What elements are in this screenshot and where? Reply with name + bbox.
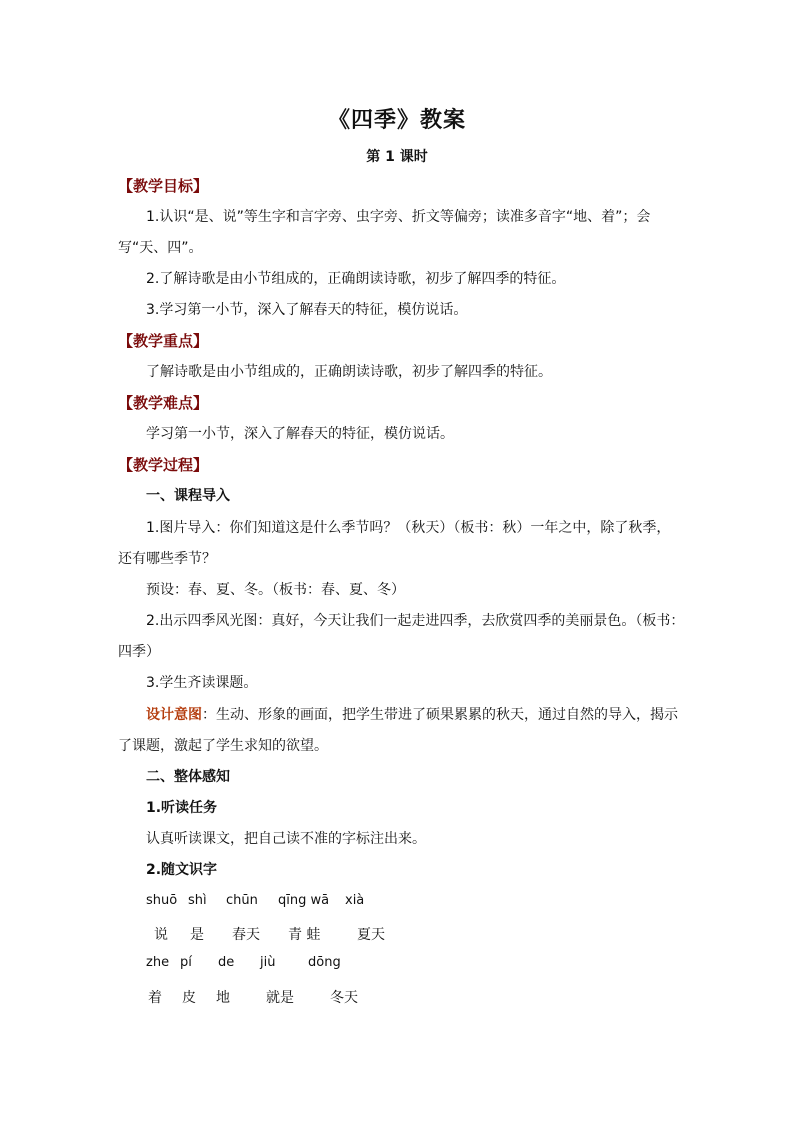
pinyin-zhe: zhe — [146, 955, 170, 970]
part2-sub2-title: 2.随文识字 — [146, 862, 218, 878]
goals-heading: 【教学目标】 — [118, 177, 209, 195]
pinyin-chun: chūn — [226, 893, 258, 908]
hanzi-di: 地 — [216, 990, 230, 1006]
hanzi-jiushi: 就是 — [266, 990, 294, 1006]
hanzi-chuntian: 春天 — [232, 927, 260, 943]
pinyin-de: de — [218, 955, 235, 970]
hanzi-qingwa: 青 蛙 — [288, 927, 321, 943]
part1-line3a: 2.出示四季风光图：真好，今天让我们一起走进四季，去欣赏四季的美丽景色。（板书： — [146, 613, 685, 629]
hanzi-zhe: 着 — [148, 990, 162, 1006]
goal-item-2: 2.了解诗歌是由小节组成的，正确朗读诗歌，初步了解四季的特征。 — [146, 271, 566, 287]
design-intent-label: 设计意图 — [146, 707, 202, 723]
design-intent-text-a: ：生动、形象的画面，把学生带进了硕果累累的秋天，通过自然的导入，揭示 — [202, 707, 678, 723]
difficulty-heading: 【教学难点】 — [118, 394, 209, 412]
hanzi-shuo: 说 — [154, 927, 168, 943]
part1-line1b: 还有哪些季节？ — [118, 551, 216, 567]
goal-item-1b: 写“天、四”。 — [118, 240, 203, 256]
pinyin-dong: dōng — [308, 955, 341, 970]
part2-title: 二、整体感知 — [146, 769, 230, 785]
pinyin-qingwa: qīng wā — [278, 893, 330, 908]
part1-line4: 3.学生齐读课题。 — [146, 675, 258, 691]
pinyin-shuo: shuō — [146, 893, 178, 908]
hanzi-dongtian: 冬天 — [330, 990, 358, 1006]
page-title: 《四季》教案 — [327, 108, 466, 133]
lesson-subtitle: 第 1 课时 — [366, 149, 428, 165]
part1-line2: 预设：春、夏、冬。（板书：春、夏、冬） — [146, 582, 405, 598]
key-heading: 【教学重点】 — [118, 332, 209, 350]
design-intent-line1 — [146, 705, 678, 725]
hanzi-xiatian: 夏天 — [357, 927, 385, 943]
goal-item-1a: 1.认识“是、说”等生字和言字旁、虫字旁、折文等偏旁；读准多音字“地、着”；会 — [146, 209, 651, 225]
process-heading: 【教学过程】 — [118, 456, 209, 474]
goal-item-3: 3.学习第一小节，深入了解春天的特征，模仿说话。 — [146, 302, 468, 318]
part1-line1a: 1.图片导入：你们知道这是什么季节吗？（秋天）（板书：秋）一年之中，除了秋季， — [146, 520, 671, 536]
hanzi-shi: 是 — [190, 927, 204, 943]
pinyin-shi: shì — [188, 893, 207, 908]
part1-line3b: 四季） — [118, 644, 160, 660]
part1-title: 一、课程导入 — [146, 488, 230, 504]
part2-sub1-title: 1.听读任务 — [146, 800, 218, 816]
pinyin-xia: xià — [345, 893, 365, 908]
part2-sub1-text: 认真听读课文，把自己读不准的字标注出来。 — [146, 831, 426, 847]
pinyin-pi: pí — [180, 955, 192, 970]
hanzi-pi: 皮 — [182, 990, 196, 1006]
pinyin-jiu: jiù — [260, 955, 276, 970]
key-text: 了解诗歌是由小节组成的，正确朗读诗歌，初步了解四季的特征。 — [146, 364, 552, 380]
difficulty-text: 学习第一小节，深入了解春天的特征，模仿说话。 — [146, 426, 454, 442]
design-intent-line2: 了课题，激起了学生求知的欲望。 — [118, 738, 328, 754]
